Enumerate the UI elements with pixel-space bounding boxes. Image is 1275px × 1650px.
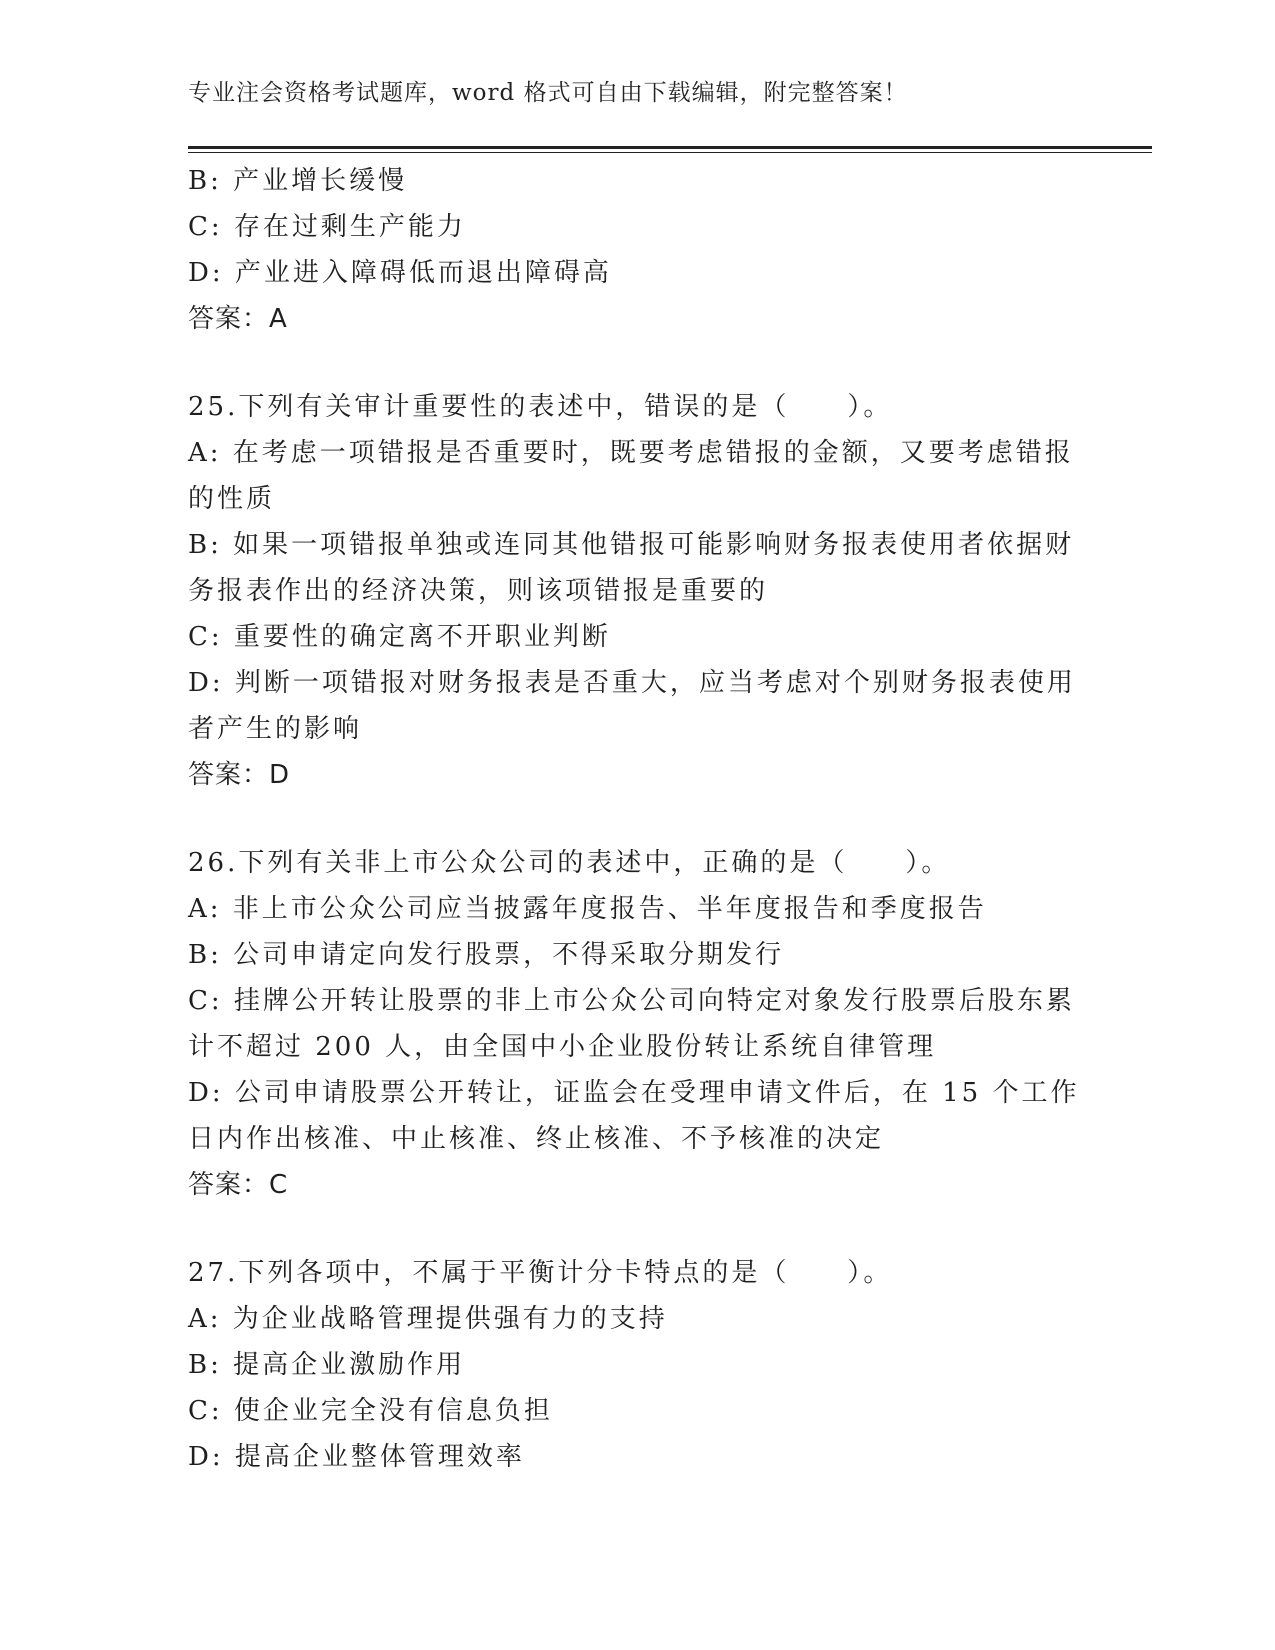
option-line: B: 产业增长缓慢 <box>188 166 408 196</box>
answer-line: 答案：C <box>188 1170 289 1200</box>
option-line: A: 为企业战略管理提供强有力的支持 <box>188 1304 668 1334</box>
option-line: A: 非上市公众公司应当披露年度报告、半年度报告和季度报告 <box>188 894 987 924</box>
option-line: D: 公司申请股票公开转让，证监会在受理申请文件后，在 15 个工作 <box>188 1078 1080 1108</box>
option-line: C: 存在过剩生产能力 <box>188 212 466 242</box>
answer-line: 答案：A <box>188 304 288 334</box>
option-line: B: 公司申请定向发行股票，不得采取分期发行 <box>188 940 785 970</box>
option-line: C: 重要性的确定离不开职业判断 <box>188 622 611 652</box>
option-line: 计不超过 200 人，由全国中小企业股份转让系统自律管理 <box>188 1032 937 1062</box>
option-line: 务报表作出的经济决策，则该项错报是重要的 <box>188 576 769 606</box>
question-stem: 25.下列有关审计重要性的表述中，错误的是（ ）。 <box>188 392 893 422</box>
question-27 <box>188 1250 1088 1480</box>
option-line: D: 判断一项错报对财务报表是否重大，应当考虑对个别财务报表使用 <box>188 668 1076 698</box>
option-line: C: 使企业完全没有信息负担 <box>188 1396 553 1426</box>
option-line: 者产生的影响 <box>188 714 363 744</box>
previous-question <box>188 158 1088 342</box>
header-divider-thick <box>188 146 1152 149</box>
question-stem: 27.下列各项中，不属于平衡计分卡特点的是（ ）。 <box>188 1258 893 1288</box>
question-25 <box>188 384 1088 798</box>
question-stem: 26.下列有关非上市公众公司的表述中，正确的是（ ）。 <box>188 848 951 878</box>
option-line: D: 提高企业整体管理效率 <box>188 1442 525 1472</box>
option-line: 日内作出核准、中止核准、终止核准、不予核准的决定 <box>188 1124 885 1154</box>
answer-line: 答案：D <box>188 760 291 790</box>
question-26 <box>188 840 1088 1208</box>
option-line: B: 如果一项错报单独或连同其他错报可能影响财务报表使用者依据财 <box>188 530 1075 560</box>
question-content <box>188 158 1088 1480</box>
option-line: B: 提高企业激励作用 <box>188 1350 466 1380</box>
header-divider-thin <box>188 152 1152 153</box>
option-line: C: 挂牌公开转让股票的非上市公众公司向特定对象发行股票后股东累 <box>188 986 1075 1016</box>
option-line: A: 在考虑一项错报是否重要时，既要考虑错报的金额，又要考虑错报 <box>188 438 1074 468</box>
header-note: 专业注会资格考试题库，word 格式可自由下载编辑，附完整答案！ <box>188 80 908 106</box>
option-line: D: 产业进入障碍低而退出障碍高 <box>188 258 612 288</box>
option-line: 的性质 <box>188 484 276 514</box>
